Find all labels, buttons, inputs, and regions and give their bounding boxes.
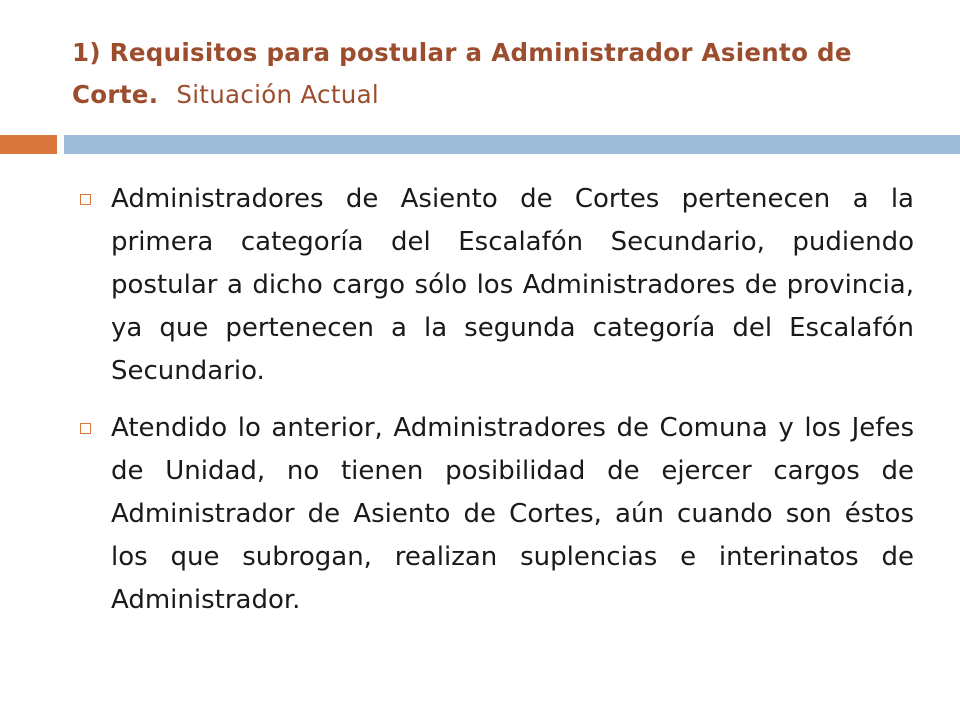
bullet-text: Administradores de Asiento de Cortes pertenecen a la primera categoría del Escalafón Secundario, pudiendo postular a dicho cargo sólo los Administradores de provincia, ya que pertenecen a la segunda categoría del Escalafón Secundario. (111, 184, 914, 386)
bullet-text: Atendido lo anterior, Administradores de Comuna y los Jefes de Unidad, no tienen posibilidad de ejercer cargos de Administrador de Asiento de Cortes, aún cuando son éstos los que subrogan, realizan suplencias e interinatos de Administrador. (111, 413, 914, 615)
hollow-square-bullet-icon (80, 423, 91, 434)
orange-accent-bar (0, 135, 57, 154)
hollow-square-bullet-icon (80, 194, 91, 205)
slide-title-subtitle: Situación Actual (176, 80, 379, 109)
bullet-item (80, 178, 914, 393)
bullet-item (80, 407, 914, 622)
bullet-list (80, 178, 914, 636)
slide-title (72, 32, 912, 116)
blue-divider-bar (64, 135, 960, 154)
slide-title-main: 1) Requisitos para postular a Administrador Asiento de Corte. (72, 38, 852, 109)
